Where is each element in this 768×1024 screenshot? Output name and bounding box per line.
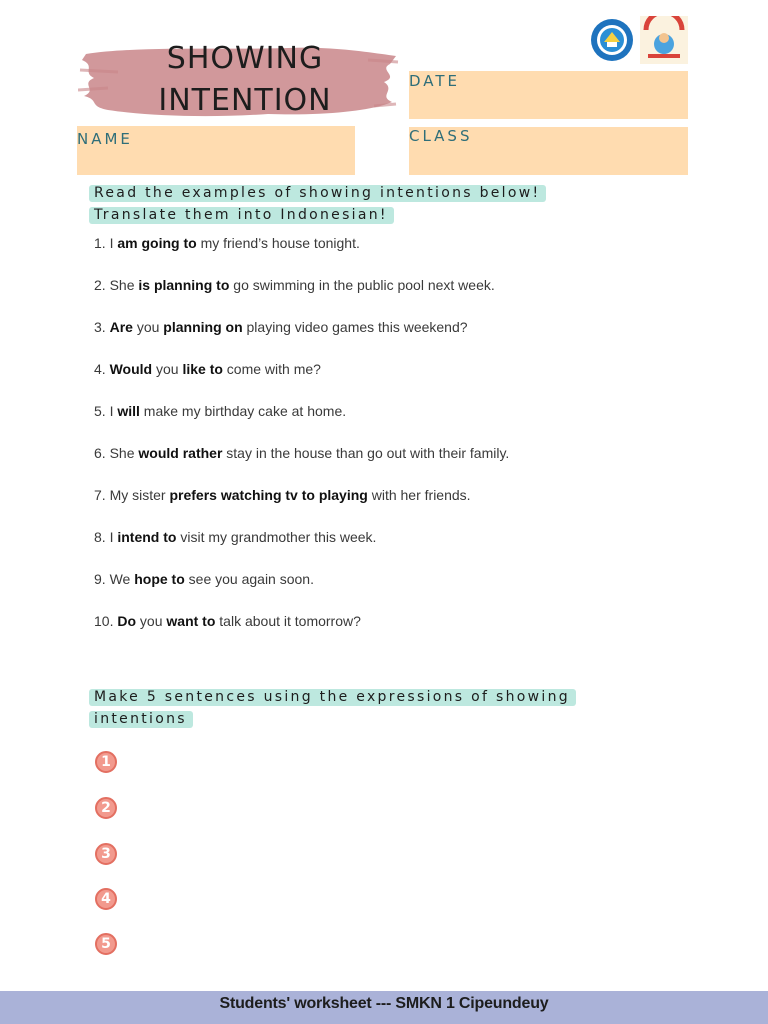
sentence-text: I [109,403,118,419]
sentence-text: I [109,529,118,545]
sentence-number: 3. [94,319,110,335]
example-sentence [94,233,714,275]
page-title: SHOWING INTENTION [158,41,332,118]
sentence-text: go swimming in the public pool next week. [229,277,495,293]
sentence-text: playing video games this weekend? [242,319,468,335]
sentence-text: stay in the house than go out with their family. [222,445,510,461]
sentence-text: make my birthday cake at home. [139,403,347,419]
expression-highlight: hope to [134,571,185,587]
example-sentence [94,569,714,611]
example-sentence [94,527,714,569]
answer-number-badge: 3 [95,843,117,865]
sentence-number: 2. [94,277,110,293]
name-label: NAME [77,130,133,148]
example-sentence [94,401,714,443]
example-sentence [94,317,714,359]
expression-highlight: want to [166,613,216,629]
expression-highlight: would rather [138,445,223,461]
sentence-text: you [152,361,183,377]
expression-highlight: Do [117,613,137,629]
sentence-number: 9. [94,571,110,587]
sentence-text: you [136,613,167,629]
sentence-text: see you again soon. [184,571,314,587]
expression-highlight: Would [109,361,153,377]
answer-number-badge: 4 [95,888,117,910]
expression-highlight: like to [182,361,223,377]
sentence-text: come with me? [222,361,321,377]
sentence-number: 1. [94,235,110,251]
class-label: CLASS [409,127,473,145]
sentence-number: 8. [94,529,110,545]
class-logo [640,16,688,64]
expression-highlight: intend to [117,529,177,545]
sentence-text: I [109,235,118,251]
expression-highlight: am going to [117,235,197,251]
example-sentence [94,611,714,653]
sentence-text: We [109,571,135,587]
school-logo [590,18,634,62]
example-sentence [94,443,714,485]
expression-highlight: prefers watching tv to playing [169,487,368,503]
sentence-text: She [109,277,139,293]
sentence-text: you [132,319,164,335]
expression-highlight: will [117,403,140,419]
example-sentence [94,359,714,401]
expression-highlight: Are [109,319,133,335]
answer-number-badge: 2 [95,797,117,819]
answer-number-badge: 5 [95,933,117,955]
answer-number-badge: 1 [95,751,117,773]
sentence-number: 6. [94,445,110,461]
example-sentence-list [94,233,714,653]
instruction-make-sentences: Make 5 sentences using the expressions of showing intentions [89,686,609,730]
expression-highlight: planning on [163,319,243,335]
footer: Students' worksheet --- SMKN 1 Cipeundeuy [0,991,768,1024]
sentence-text: She [109,445,139,461]
example-sentence [94,485,714,527]
sentence-text: My sister [109,487,170,503]
sentence-text: visit my grandmother this week. [176,529,377,545]
sentence-text: talk about it tomorrow? [215,613,361,629]
expression-highlight: is planning to [138,277,230,293]
sentence-number: 10. [94,613,118,629]
sentence-number: 4. [94,361,110,377]
instruction-translate: Read the examples of showing intentions below! Translate them into Indonesian! [89,182,589,226]
sentence-number: 7. [94,487,110,503]
sentence-number: 5. [94,403,110,419]
sentence-text: with her friends. [367,487,471,503]
date-label: DATE [409,72,461,90]
example-sentence [94,275,714,317]
sentence-text: my friend’s house tonight. [196,235,360,251]
